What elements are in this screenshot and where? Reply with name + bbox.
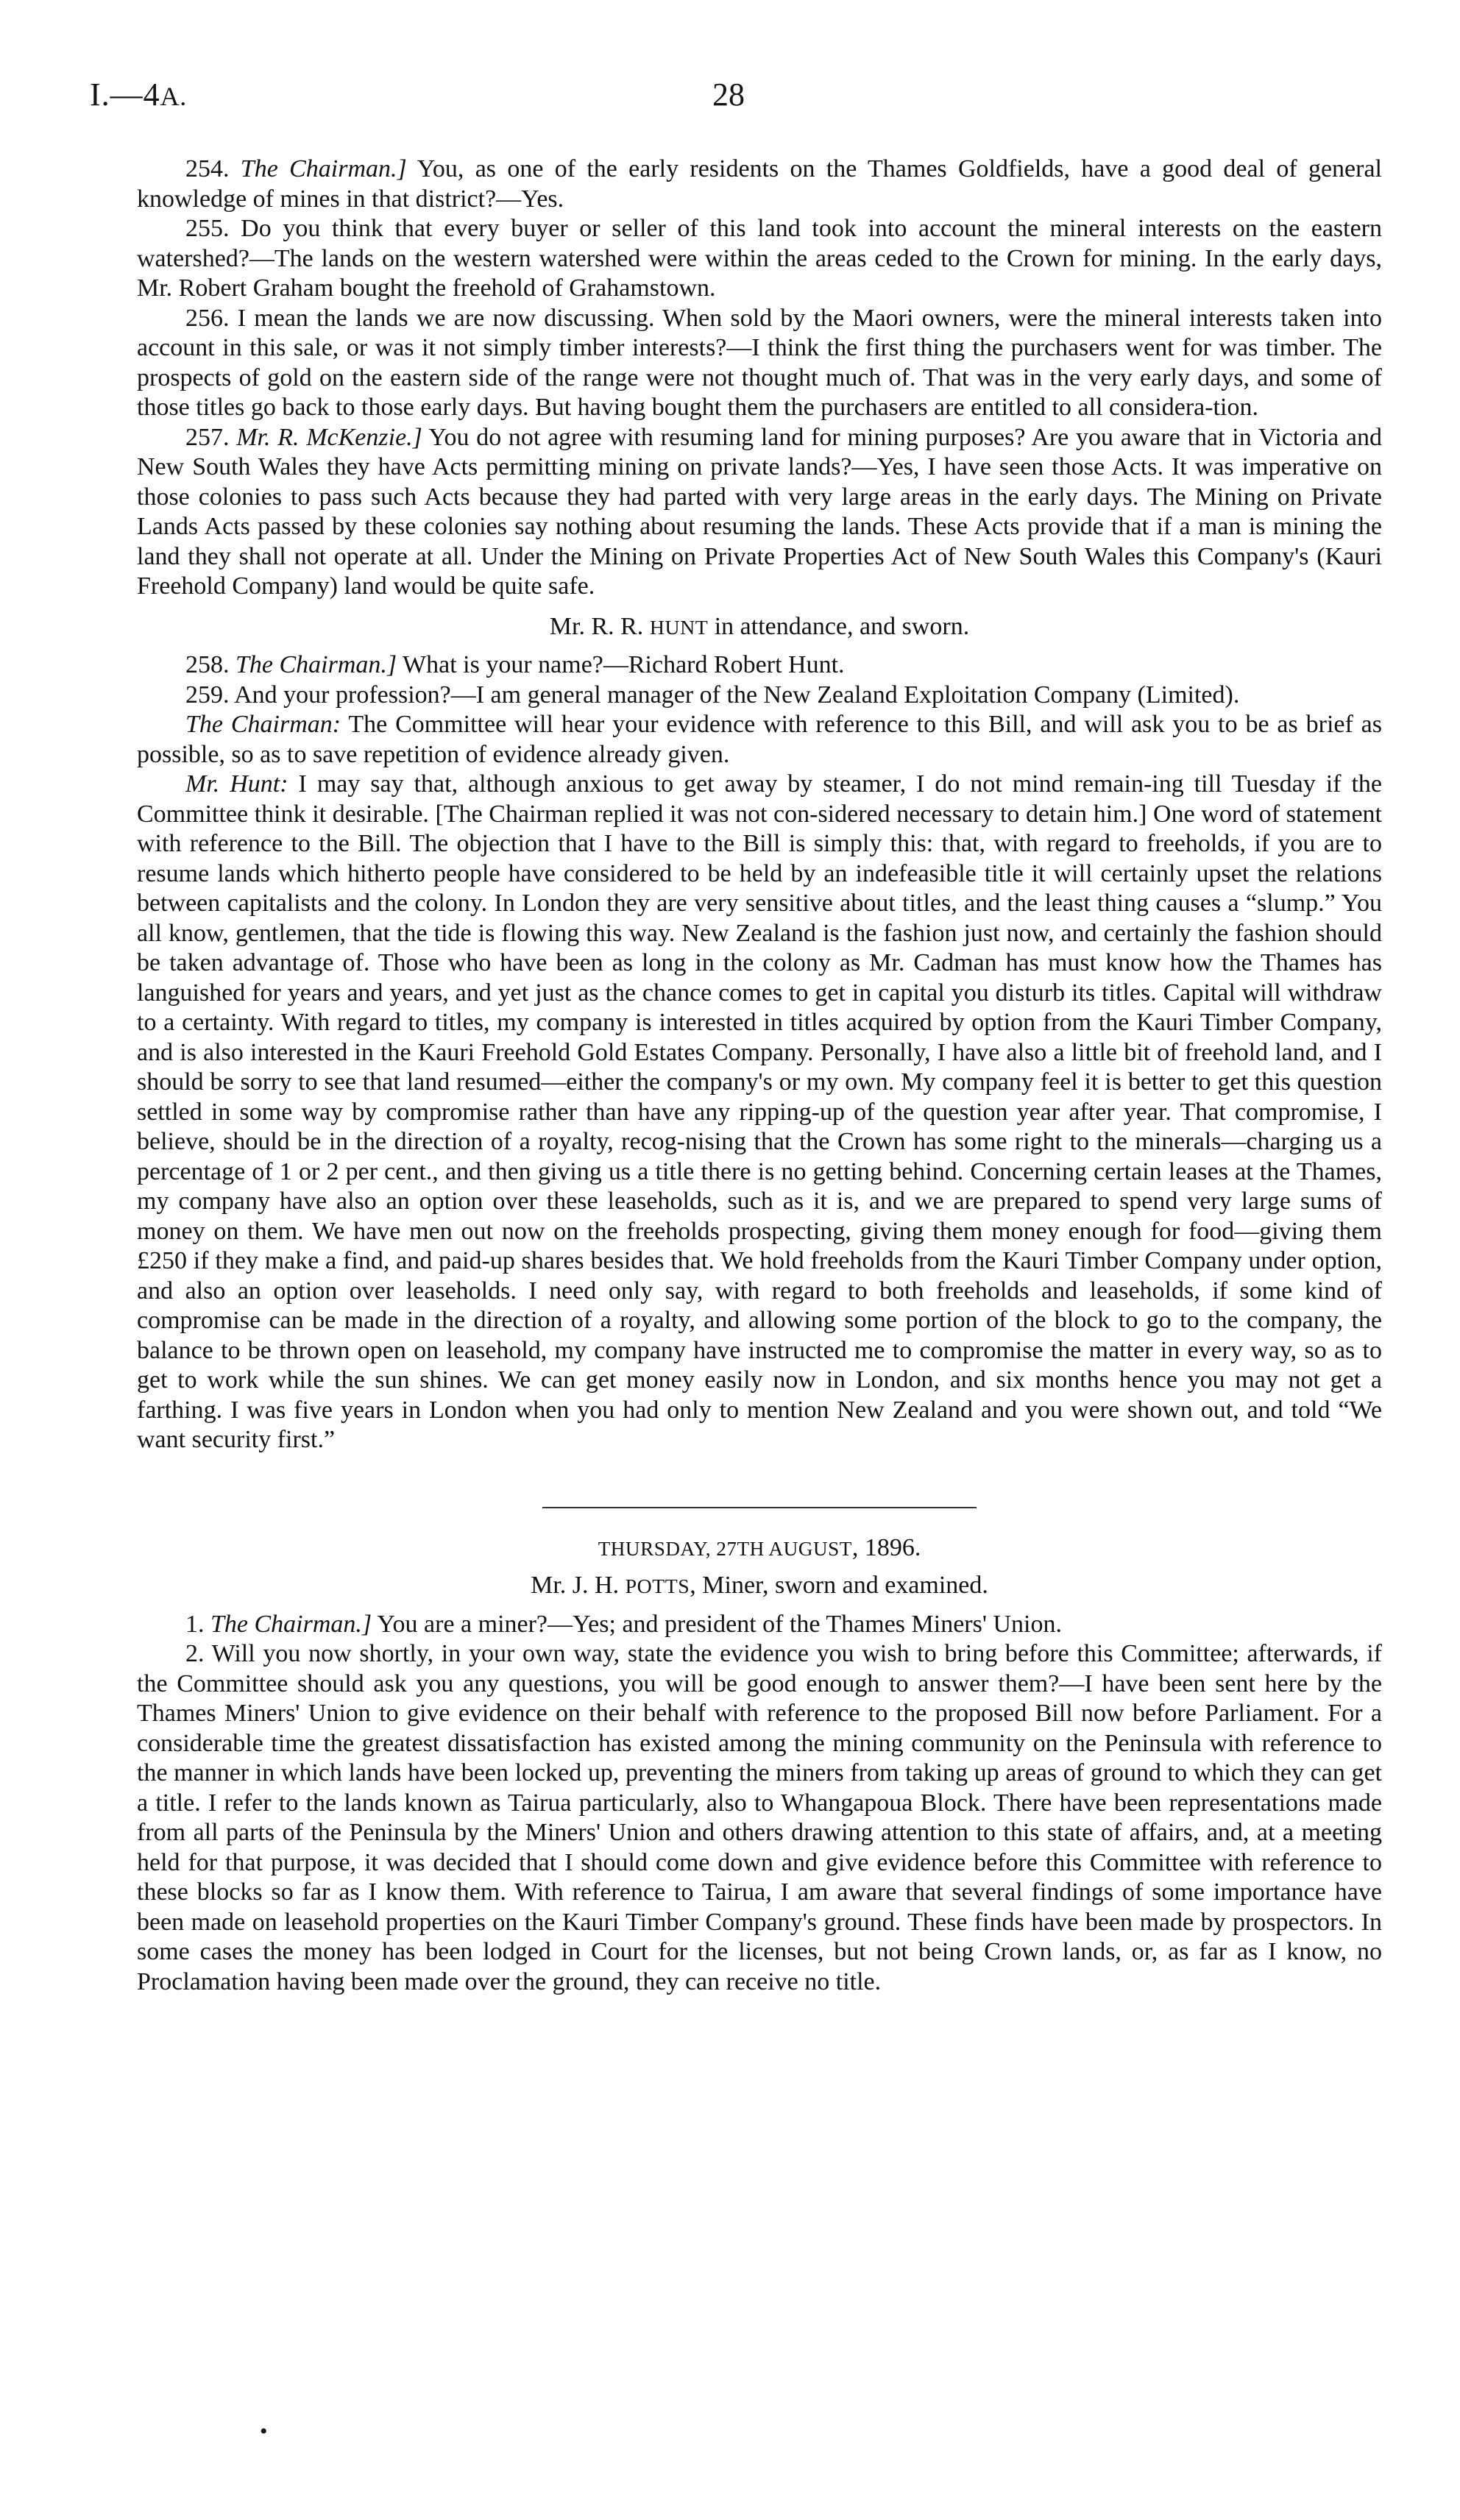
paragraph-text: I may say that, although anxious to get away by steamer, I do not mind remain-ing till Tuesday if the Committee think it desirable. [The Chairman replied it was not con-sidered necessary to detain him.] One word of statement with reference to the Bill. The objection that I have to the Bill is simply this: that, with regard to freeholds, if you are to resume lands which hitherto people have considered to be held by an indefeasible title it will certainly upset the relations between capitalists and the colony. In London they are very sensitive about titles, and the least thing causes a “slump.” You all know, gentlemen, that the tide is flowing this way. New Zealand is the fashion just now, and certainly the fashion should be taken advantage of. Those who have been as long in the colony as Mr. Cadman has must know how the Thames has languished for years and years, and yet just as the chance comes to get in capital you disturb its titles. Capital will withdraw to a certainty. With regard to titles, my company is interested in titles acquired by option from the Kauri Timber Company, and is also interested in the Kauri Freehold Gold Estates Company. Personally, I have also a little bit of freehold land, and I should be sorry to see that land resumed—either the company's or my own. My company feel it is better to get this question settled in some way by compromise rather than have any ripping-up of the question year after year. That compromise, I believe, should be in the direction of a royalty, recog-nising that the Crown has some right to the minerals—charging us a percentage of 1 or 2 per cent., and then giving us a title there is no getting behind. Concerning certain leases at the Thames, my company have also an option over these leaseholds, such as it is, and we are prepared to spend very large sums of money on them. We have men out now on the freeholds prospecting, giving them money enough for food—giving them £250 if they make a find, and paid-up shares besides that. We hold freeholds from the Kauri Timber Company under option, and also an option over leaseholds. I need only say, with regard to both freeholds and leaseholds, if some kind of compromise can be made in the direction of a royalty, and allowing some portion of the block to go to the company, the balance to be thrown open on leasehold, my company have instructed me to compromise the matter in every way, so as to get to work while the sun shines. We can get money easily now in London, and six months hence you may not get a farthing. I was five years in London when you had only to mention New Zealand and you were shown out, and told “We want security first.” xyxy=(137,770,1382,1453)
speaker: The Chairman.] xyxy=(235,651,397,678)
witness-name: HUNT xyxy=(649,616,709,639)
doc-ref-main: I.—4 xyxy=(90,77,160,113)
paragraph-chairman-statement xyxy=(137,710,1382,770)
paragraph-259 xyxy=(137,681,1382,711)
paragraph-number: 1. xyxy=(185,1610,205,1638)
paragraph-text: I mean the lands we are now discussing. When sold by the Maori owners, were the mineral interests taken into account in this sale, or was it not simply timber interests?—I think the first thing the purchasers went for was timber. The prospects of gold on the eastern side of the range were not thought much of. That was in the very early days, and some of those titles go back to those early days. But having bought them the purchasers are entitled to all considera-tion. xyxy=(137,304,1382,421)
speaker: The Chairman: xyxy=(185,711,341,738)
paragraph-number: 257. xyxy=(185,423,230,451)
paragraph-text: And your profession?—I am general manager of the New Zealand Exploitation Company (Limited). xyxy=(234,681,1240,709)
paragraph-257 xyxy=(137,423,1382,602)
paragraph-258 xyxy=(137,650,1382,681)
document-reference xyxy=(90,77,187,115)
paragraph-text: You do not agree with resuming land for mining purposes? Are you aware that in Victoria and New South Wales they have Acts permitting mining on private lands?—Yes, I have seen those Acts. It was imperative on those colonies to pass such Acts because they had parted with very large areas in the early days. The Mining on Private Lands Acts passed by these colonies say nothing about resuming the lands. These Acts provide that if a man is mining the land they shall not operate at all. Under the Mining on Private Properties Act of New South Wales this Company's (Kauri Freehold Company) land would be quite safe. xyxy=(137,423,1382,600)
paragraph-text: You are a miner?—Yes; and president of the Thames Miners' Union. xyxy=(372,1610,1062,1638)
date-heading xyxy=(137,1533,1382,1564)
speaker: The Chairman.] xyxy=(210,1610,372,1638)
witness-name: POTTS xyxy=(625,1575,690,1598)
paragraph-254 xyxy=(137,155,1382,214)
witness-heading-potts xyxy=(137,1571,1382,1602)
page-number: 28 xyxy=(712,77,745,113)
paragraph-text: You, as one of the early residents on the Thames Goldfields, have a good deal of general knowledge of mines in that district?—Yes. xyxy=(137,155,1383,213)
witness-prefix: Mr. R. R. xyxy=(549,612,650,640)
paragraph-255 xyxy=(137,214,1382,304)
speaker: The Chairman.] xyxy=(240,155,407,182)
section-divider xyxy=(542,1507,977,1508)
speaker: Mr. R. McKenzie.] xyxy=(236,423,422,451)
paragraph-number: 259. xyxy=(185,681,230,709)
paragraph-hunt-statement xyxy=(137,770,1382,1455)
witness-suffix: in attendance, and sworn. xyxy=(708,612,970,640)
body-text xyxy=(137,155,1382,1997)
witness-prefix: Mr. J. H. xyxy=(531,1572,626,1599)
paragraph-number: 2. xyxy=(185,1640,205,1667)
paragraph-256 xyxy=(137,304,1382,423)
paragraph-number: 256. xyxy=(185,304,230,332)
paragraph-text: Do you think that every buyer or seller of this land took into account the mineral interests on the eastern watershed?—The lands on the western watershed were within the areas ceded to the Crown for mining. In the early days, Mr. Robert Graham bought the freehold of Grahamstown. xyxy=(137,215,1382,302)
date-rest: , 27TH xyxy=(705,1537,769,1560)
stray-mark: • xyxy=(260,2419,268,2443)
date-day: THURSDAY xyxy=(598,1537,706,1560)
paragraph-text: Will you now shortly, in your own way, state the evidence you wish to bring before this Committee; afterwards, if the Committee should ask you any questions, you will be good enough to answer them?—I have been sent here by the Thames Miners' Union to give evidence on their behalf with reference to the proposed Bill now before Parliament. For a considerable time the greatest dissatisfaction has existed among the mining community on the Peninsula with reference to the manner in which lands have been locked up, preventing the miners from taking up areas of ground to which they can get a title. I refer to the lands known as Tairua particularly, also to Whangapoua Block. There have been representations made from all parts of the Peninsula by the Miners' Union and others drawing attention to this state of affairs, and, at a meeting held for that purpose, it was decided that I should come down and give evidence before this Committee with reference to these blocks so far as I know them. With reference to Tairua, I am aware that several findings of some importance have been made on leasehold properties on the Kauri Timber Company's ground. These finds have been made by prospectors. In some cases the money has been lodged in Court for the licenses, but not being Crown lands, or, as far as I know, no Proclamation having been made over the ground, they can receive no title. xyxy=(137,1640,1382,1995)
date-month: AUGUST xyxy=(768,1537,852,1560)
paragraph-text: What is your name?—Richard Robert Hunt. xyxy=(397,651,845,678)
witness-heading-hunt xyxy=(137,612,1382,644)
paragraph-2 xyxy=(137,1639,1382,1997)
paragraph-1 xyxy=(137,1610,1382,1640)
doc-ref-suffix: A. xyxy=(160,82,187,111)
paragraph-number: 258. xyxy=(185,651,230,678)
paragraph-text: The Committee will hear your evidence with reference to this Bill, and will ask you to be as brief as possible, so as to save repetition of evidence already given. xyxy=(137,711,1382,768)
speaker: Mr. Hunt: xyxy=(185,770,288,798)
paragraph-number: 255. xyxy=(185,215,230,242)
paragraph-number: 254. xyxy=(185,155,230,182)
witness-suffix: , Miner, sworn and examined. xyxy=(690,1572,988,1599)
date-year: , 1896. xyxy=(851,1533,921,1561)
